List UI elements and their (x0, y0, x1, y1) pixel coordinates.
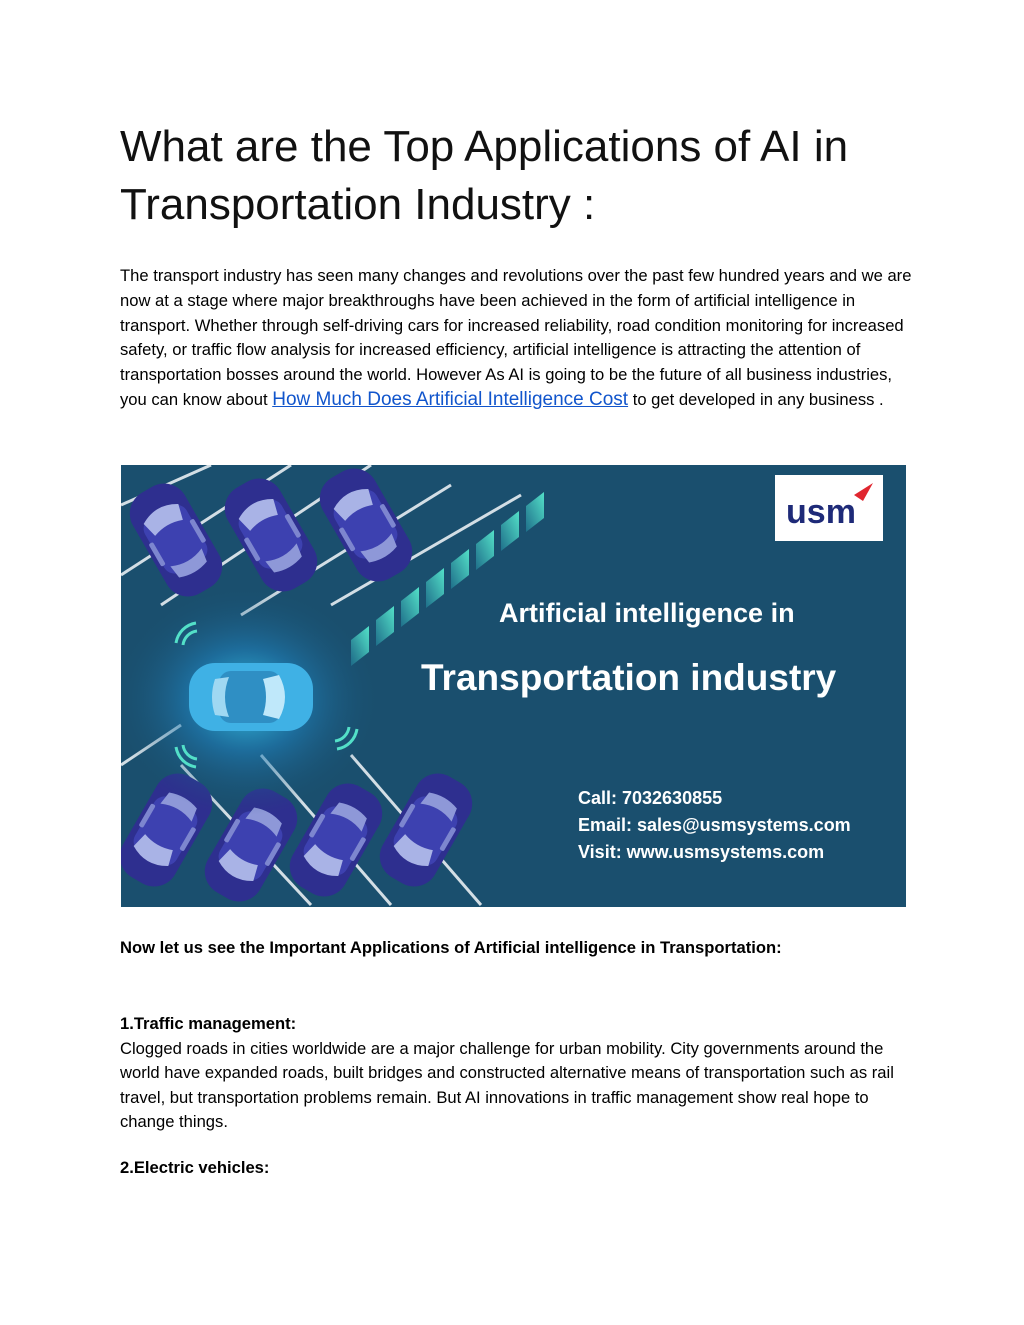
usm-logo-text: usm (786, 493, 856, 531)
section-electric-vehicles (120, 1156, 920, 1181)
banner-headline-line2: Transportation industry (421, 657, 837, 698)
banner-visit: Visit: www.usmsystems.com (578, 842, 825, 862)
applications-subheading: Now let us see the Important Applications of Artificial intelligence in Transportation: (120, 938, 782, 957)
intro-text-end: to get developed in any business . (628, 389, 884, 409)
section-body: Clogged roads in cities worldwide are a major challenge for urban mobility. City governments around the world have expanded roads, built bridges and constructed alternative means of transportation such as rail travel, but transportation problems remain. But AI innovations in traffic management show real hope to change things. (120, 1038, 894, 1131)
ai-transportation-banner (121, 465, 906, 907)
intro-text: The transport industry has seen many changes and revolutions over the past few hundred years and we are now at a stage where major breakthroughs have been achieved in the form of artificial intelligence in transport. Whether through self-driving cars for increased reliability, road condition monitoring for increased safety, or traffic flow analysis for increased efficiency, artificial intelligence is attracting the attention of transportation bosses around the world. However As AI is going to be the future of all business industries, you can know about (120, 266, 912, 409)
banner-headline-line1: Artificial intelligence in (499, 598, 795, 628)
intro-paragraph (120, 264, 920, 413)
document-title: What are the Top Applications of AI in Transportation Industry : (120, 122, 849, 229)
banner-call: Call: 7032630855 (578, 788, 723, 808)
section-traffic-management (120, 1012, 920, 1135)
smart-car-icon (189, 663, 313, 731)
ai-cost-link[interactable]: How Much Does Artificial Intelligence Cost (272, 388, 629, 410)
section-heading: 2.Electric vehicles: (120, 1158, 270, 1177)
section-heading: 1.Traffic management: (120, 1014, 297, 1033)
banner-email: Email: sales@usmsystems.com (578, 815, 851, 835)
